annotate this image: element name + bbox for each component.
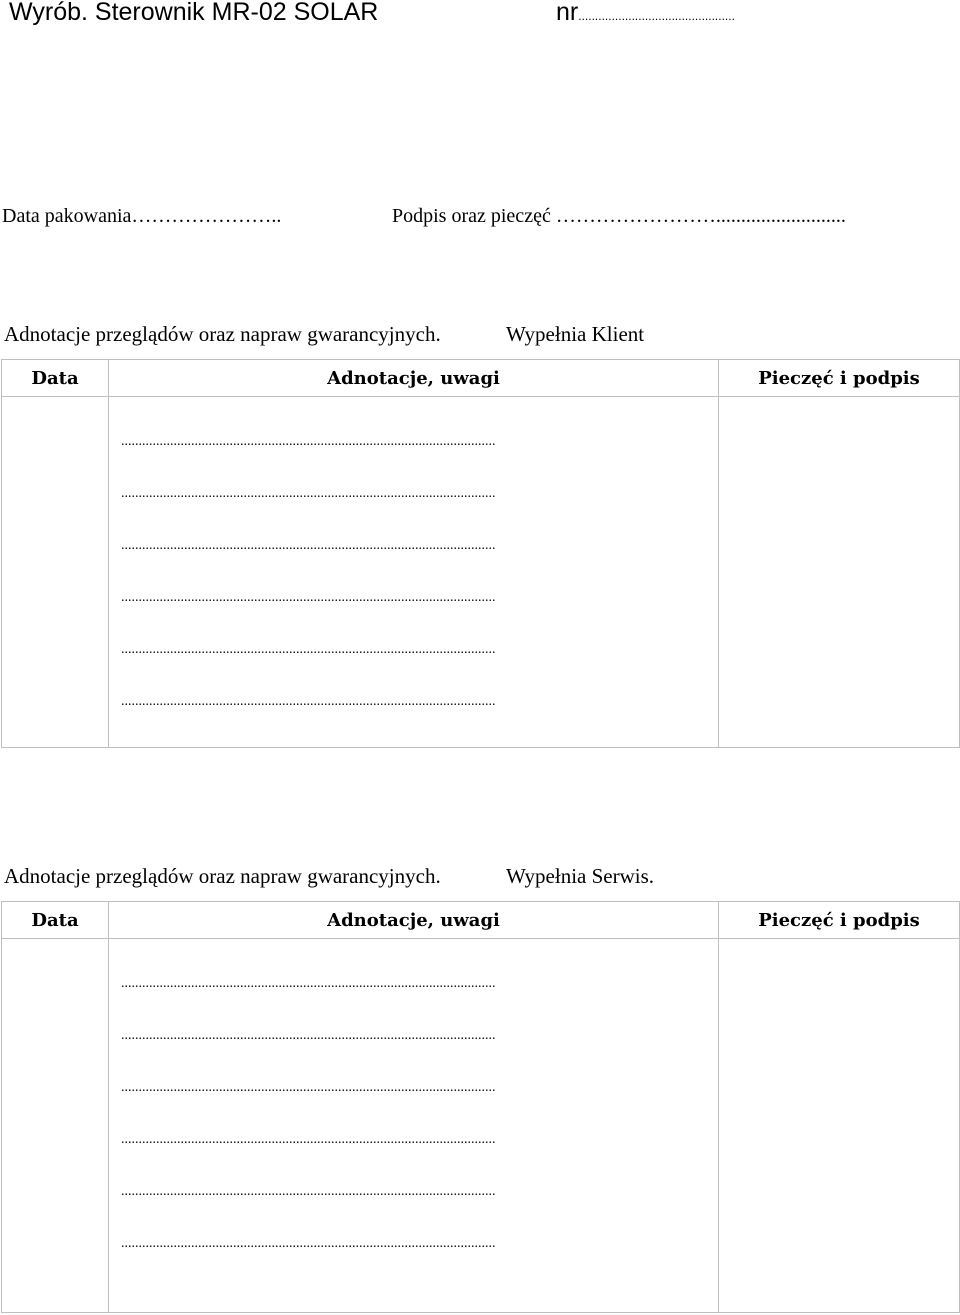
table-header-row [2,360,960,397]
column-header-notes: Adnotacje, uwagi [109,360,719,397]
dotted-line: ........................................................................................................... [121,1081,496,1095]
notes-cell[interactable] [109,939,719,1313]
stamp-cell[interactable] [719,397,960,748]
service-section-heading: Adnotacje przeglądów oraz napraw gwarancyjnych. [4,864,441,888]
dotted-line: ........................................................................................................... [121,1237,496,1251]
serial-number-field [556,0,735,27]
dotted-line: ........................................................................................................... [121,1029,496,1043]
service-annotations-table [1,901,960,1313]
dotted-line: ........................................................................................................... [121,1185,496,1199]
date-cell[interactable] [2,939,109,1313]
dotted-line: ........................................................................................................... [121,643,496,657]
column-header-date: Data [2,360,109,397]
dotted-line: ........................................................................................................... [121,435,496,449]
table-row [2,939,960,1313]
notes-cell[interactable] [109,397,719,748]
table-header-row [2,902,960,939]
product-title: Wyrób. Sterownik MR-02 SOLAR [9,0,379,26]
packing-signature-field: Podpis oraz pieczęć …………………….......................... [392,205,846,227]
client-section-note: Wypełnia Klient [506,322,645,346]
column-header-stamp: Pieczęć i podpis [719,360,960,397]
date-cell[interactable] [2,397,109,748]
packing-date-field: Data pakowania………………….. [2,205,282,227]
dotted-line: ........................................................................................................... [121,487,496,501]
dotted-line: ........................................................................................................... [121,539,496,553]
column-header-date: Data [2,902,109,939]
service-section-note: Wypełnia Serwis. [506,864,655,888]
dotted-line: ........................................................................................................... [121,591,496,605]
table-row [2,397,960,748]
dotted-line: ........................................................................................................... [121,1133,496,1147]
column-header-stamp: Pieczęć i podpis [719,902,960,939]
stamp-cell[interactable] [719,939,960,1313]
serial-number-dots: ............................................... [578,9,735,23]
client-annotations-table [1,359,960,748]
client-section-heading: Adnotacje przeglądów oraz napraw gwarancyjnych. [4,322,441,346]
column-header-notes: Adnotacje, uwagi [109,902,719,939]
serial-number-label: nr [556,0,579,26]
dotted-line: ........................................................................................................... [121,977,496,991]
dotted-line: ........................................................................................................... [121,695,496,709]
